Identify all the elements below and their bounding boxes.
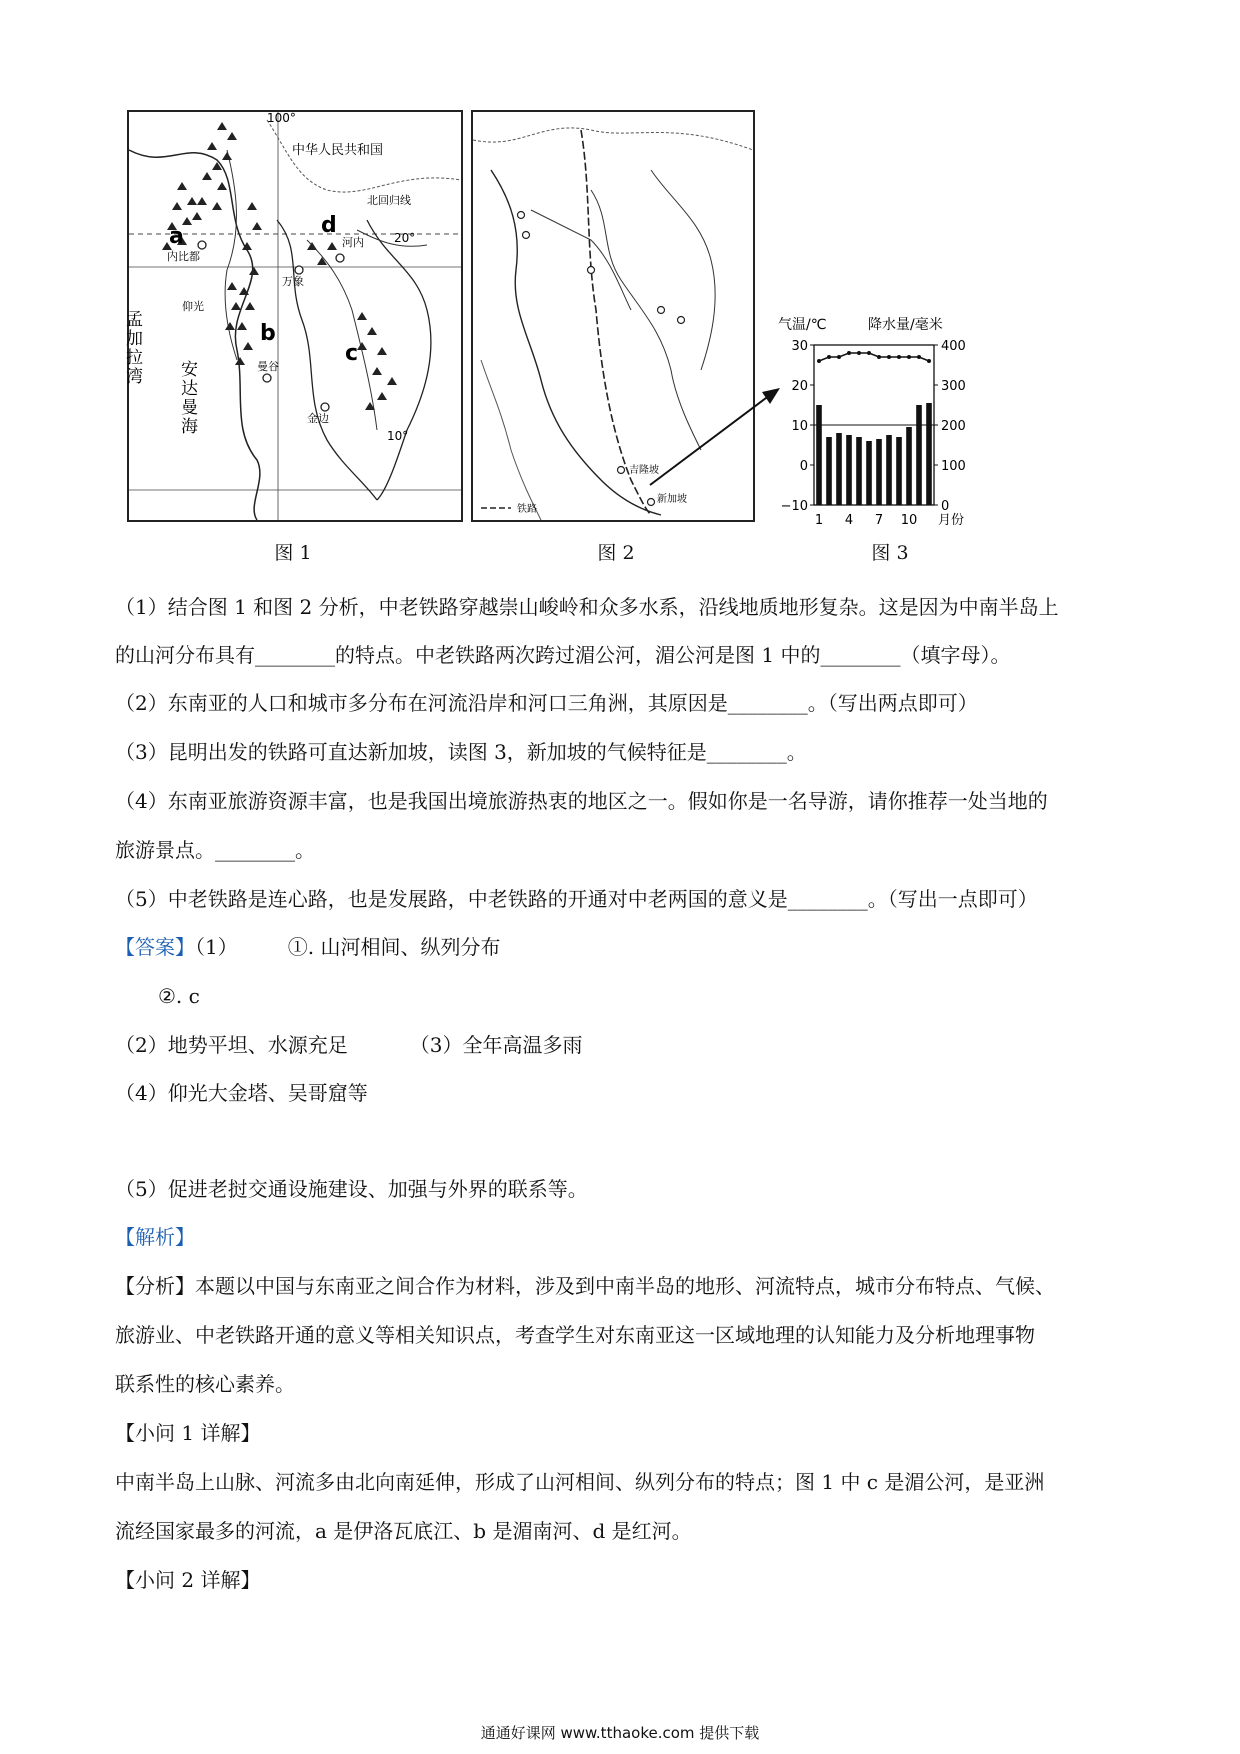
temperature-point (827, 355, 831, 359)
question-3: （3）昆明出发的铁路可直达新加坡，读图 3，新加坡的气候特征是________。 (115, 740, 807, 764)
answer-1-part-2: ②. c (158, 984, 200, 1008)
question-2: （2）东南亚的人口和城市多分布在河流沿岸和河口三角洲，其原因是________。（写出两点即可） (115, 691, 978, 715)
city-phnompenh: 金边 (307, 412, 329, 425)
y1-tick-label: 30 (791, 339, 808, 354)
tropic-label: 北回归线 (367, 194, 411, 207)
lat-20-label: 20° (394, 231, 416, 245)
analysis-paragraph-line-2: 旅游业、中老铁路开通的意义等相关知识点，考查学生对东南亚这一区域地理的认知能力及分析地理事物 (115, 1323, 1035, 1347)
y2-tick-label: 400 (941, 339, 966, 354)
analysis-label: 【解析】 (115, 1225, 195, 1249)
y2-tick-label: 0 (941, 499, 950, 514)
figure-1-map (122, 110, 463, 522)
precipitation-bar (836, 433, 842, 505)
precipitation-bar (856, 437, 862, 505)
temperature-point (887, 355, 891, 359)
precipitation-bar (906, 427, 912, 505)
answer-2: （2）地势平坦、水源充足 (115, 1033, 348, 1057)
sea-andaman-label: 安达曼海 (177, 360, 197, 436)
question-1-line-1: （1）结合图 1 和图 2 分析，中老铁路穿越崇山峻岭和众多水系，沿线地质地形复杂。这是因为中南半岛上 (115, 595, 1059, 619)
precipitation-bar (926, 403, 932, 505)
figure-3-climate-chart (768, 315, 978, 530)
city-bangkok: 曼谷 (257, 360, 279, 373)
subquestion-1-line-1: 中南半岛上山脉、河流多由北向南延伸，形成了山河相间、纵列分布的特点；图 1 中 c 是湄公河，是亚洲 (115, 1470, 1045, 1494)
answer-2-3 (115, 1030, 582, 1060)
temperature-point (907, 355, 911, 359)
letter-c: c (345, 341, 359, 366)
figure-3-caption: 图 3 (871, 542, 909, 564)
city-yangon: 仰光 (182, 300, 204, 313)
answer-label: 【答案】 (115, 935, 195, 959)
precipitation-bar (876, 439, 882, 505)
city-singapore: 新加坡 (657, 494, 687, 505)
temperature-point (867, 351, 871, 355)
y1-tick-label: −10 (780, 499, 808, 514)
answer-1-prefix: （1） (195, 935, 238, 959)
temperature-point (817, 359, 821, 363)
country-label: 中华人民共和国 (292, 143, 384, 158)
question-4-line-2: 旅游景点。________。 (115, 838, 315, 862)
answer-line-1 (115, 932, 500, 962)
temperature-point (837, 355, 841, 359)
y1-tick-label: 10 (791, 419, 808, 434)
y1-tick-label: 0 (799, 459, 808, 474)
subquestion-1-label: 【小问 1 详解】 (115, 1421, 261, 1445)
page-footer: 通通好课网 www.tthaoke.com 提供下载 (480, 1724, 760, 1742)
y2-tick-label: 200 (941, 419, 966, 434)
y2-tick-label: 100 (941, 459, 966, 474)
temperature-point (927, 359, 931, 363)
city-vientiane: 万象 (282, 275, 304, 288)
y1-axis-label: 气温/℃ (778, 317, 827, 333)
city-hanoi: 河内 (342, 236, 364, 249)
y2-axis-label: 降水量/毫米 (868, 317, 943, 333)
analysis-paragraph-line-1: 【分析】本题以中国与东南亚之间合作为材料，涉及到中南半岛的地形、河流特点，城市分布特点、气候、 (115, 1274, 1055, 1298)
precipitation-bar (866, 441, 872, 505)
city-kuala: 吉隆坡 (629, 465, 659, 476)
precipitation-bar (886, 435, 892, 505)
x-axis-unit: 月份 (938, 513, 965, 528)
letter-d: d (321, 213, 337, 238)
city-mandalay: 内比都 (167, 250, 200, 263)
temperature-point (917, 355, 921, 359)
precipitation-bar (816, 405, 822, 505)
y1-tick-label: 20 (791, 379, 808, 394)
question-1-line-2: 的山河分布具有________的特点。中老铁路两次跨过湄公河，湄公河是图 1 中的________（填字母）。 (115, 643, 1011, 667)
figure-1-caption: 图 1 (274, 542, 312, 564)
question-4-line-1: （4）东南亚旅游资源丰富，也是我国出境旅游热衷的地区之一。假如你是一名导游，请你推荐一处当地的 (115, 789, 1048, 813)
x-tick-label: 10 (900, 513, 918, 528)
temperature-line (819, 353, 929, 361)
x-tick-label: 4 (844, 513, 854, 528)
sea-bengal-label: 孟加拉湾 (122, 310, 142, 386)
lon-100-label: 100° (267, 111, 296, 125)
analysis-paragraph-line-3: 联系性的核心素养。 (115, 1372, 295, 1396)
subquestion-2-label: 【小问 2 详解】 (115, 1568, 261, 1592)
answer-3: （3）全年高温多雨 (409, 1033, 583, 1057)
precipitation-bar (846, 435, 852, 505)
temperature-point (857, 351, 861, 355)
figure-2-caption: 图 2 (597, 542, 635, 564)
letter-b: b (260, 321, 276, 346)
letter-a: a (169, 224, 184, 249)
x-tick-label: 7 (874, 513, 884, 528)
precipitation-bar (896, 437, 902, 505)
precipitation-bar (916, 405, 922, 505)
y2-tick-label: 300 (941, 379, 966, 394)
temperature-point (897, 355, 901, 359)
temperature-point (847, 351, 851, 355)
x-tick-label: 1 (814, 513, 824, 528)
answer-1-part-1: ①. 山河相间、纵列分布 (287, 935, 501, 959)
subquestion-1-line-2: 流经国家最多的河流，a 是伊洛瓦底江、b 是湄南河、d 是红河。 (115, 1519, 692, 1543)
legend-railway: 铁路 (517, 504, 537, 515)
answer-5: （5）促进老挝交通设施建设、加强与外界的联系等。 (115, 1177, 588, 1201)
temperature-point (877, 355, 881, 359)
precipitation-bar (826, 437, 832, 505)
answer-4: （4）仰光大金塔、吴哥窟等 (115, 1081, 368, 1105)
question-5: （5）中老铁路是连心路，也是发展路，中老铁路的开通对中老两国的意义是________。（写出一点即可） (115, 887, 1038, 911)
lat-10-label: 10° (387, 429, 409, 443)
